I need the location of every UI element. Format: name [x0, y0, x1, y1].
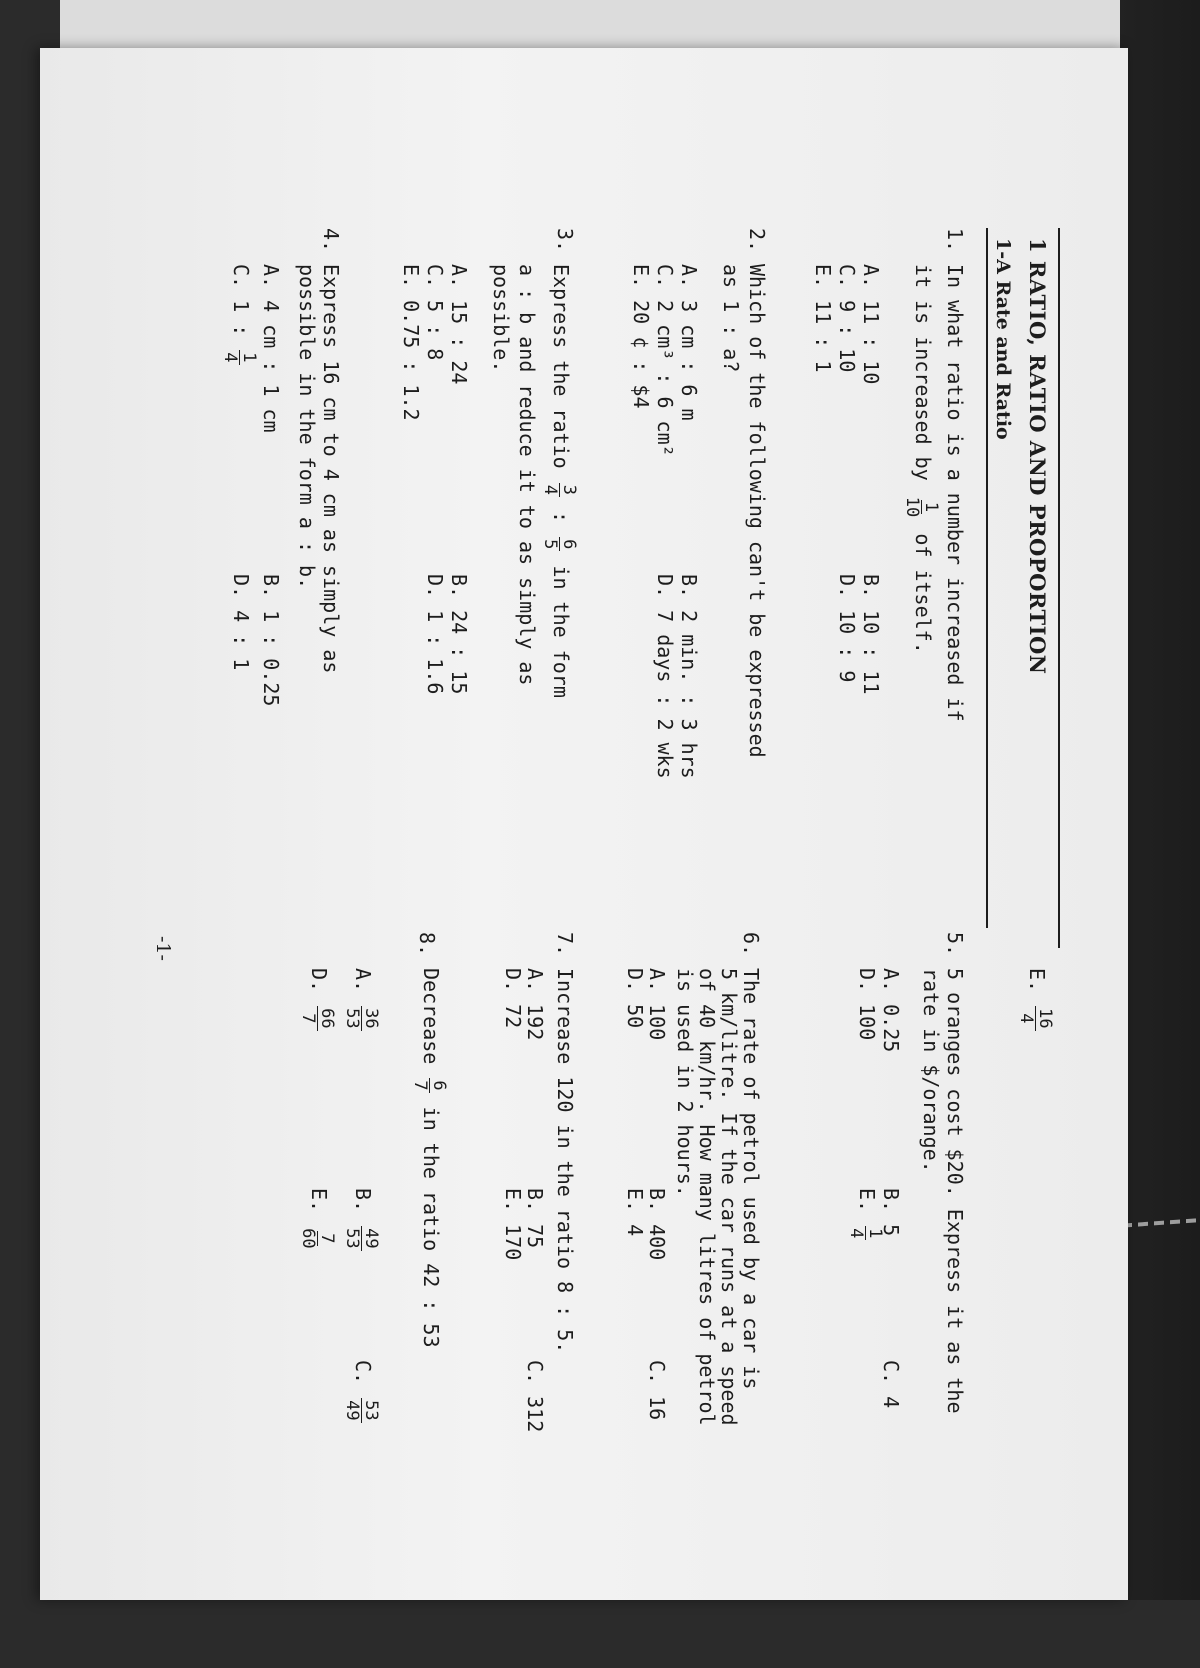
q1-number: 1. [943, 228, 967, 253]
q3-fraction-1: 3 4 [540, 484, 579, 495]
q3-number: 3. [553, 228, 577, 253]
q2-number: 2. [745, 228, 769, 253]
q4-option-a: A. 4 cm : 1 cm [259, 264, 283, 433]
q6-option-e: E. 4 [623, 1188, 647, 1237]
q1-option-e: E. 11 : 1 [811, 264, 835, 373]
q7-option-b: B. 75 [523, 1188, 547, 1249]
q8-option-a: A. 36 53 [342, 968, 381, 1029]
page-number: -1- [152, 936, 174, 961]
q1-option-a: A. 11 : 10 [859, 264, 883, 385]
q5-text-line2: rate in $/orange. [919, 968, 943, 1173]
q7-number: 7. [553, 932, 577, 957]
q1-text-line1: In what ratio is a number increased if [943, 264, 967, 722]
q7-option-a: A. 192 [523, 968, 547, 1041]
q3-option-b: B. 24 : 15 [447, 574, 471, 695]
q7-option-c: C. 312 [523, 1360, 547, 1433]
q6-text-line4: is used in 2 hours. [673, 968, 697, 1197]
q2-text-line1: Which of the following can't be expressed [745, 264, 769, 758]
q5-option-b: B. 5 [879, 1188, 903, 1237]
q6-text-line2: 5 km/litre. If the car runs at a speed [717, 968, 741, 1426]
q2-option-c: C. 2 cm³ : 6 cm² [653, 264, 677, 457]
q4-option-d: D. 4 : 1 [229, 574, 253, 671]
q8-fraction: 6 7 [410, 1080, 449, 1091]
q4-option-b: B. 1 : 0.25 [259, 574, 283, 707]
q7-text-line1: Increase 120 in the ratio 8 : 5. [553, 968, 577, 1354]
q6-option-d: D. 50 [623, 968, 647, 1029]
q2-option-d: D. 7 days : 2 wks [653, 574, 677, 779]
q6-number: 6. [739, 932, 763, 957]
q4-option-c-fraction: 1 4 [220, 352, 259, 363]
q7-option-d: D. 72 [501, 968, 525, 1029]
q4-option-c: C. 1 : 1 4 [220, 264, 259, 363]
q3-text-line3: possible. [489, 264, 513, 373]
q2-option-e: E. 20 ¢ : $4 [629, 264, 653, 409]
q3-option-a: A. 15 : 24 [447, 264, 471, 385]
q1-text-line2: it is increased by 1 10 of itself. [902, 264, 941, 654]
q1-e-fraction: 16 4 [1016, 1008, 1055, 1029]
q3-option-d: D. 1 : 1.6 [423, 574, 447, 695]
q3-option-e: E. 0.75 : 1.2 [399, 264, 423, 421]
q5-option-d: D. 100 [855, 968, 879, 1041]
q8-number: 8. [415, 932, 439, 957]
q6-text-line1: The rate of petrol used by a car is [739, 968, 763, 1390]
q1-option-c: C. 9 : 10 [835, 264, 859, 373]
q8-option-b: B. 49 53 [342, 1188, 381, 1249]
q5-text-line1: 5 oranges cost $20. Express it as the [943, 968, 967, 1414]
book-page [40, 48, 1128, 1600]
section-title: 1-A Rate and Ratio [992, 238, 1014, 440]
q8-option-e: E. 7 60 [298, 1188, 337, 1249]
q4-text-line2: possible in the form a : b. [295, 264, 319, 590]
q5-option-a: A. 0.25 [879, 968, 903, 1053]
q3-text-line1: Express the ratio 3 4 : 6 5 in the form [540, 264, 579, 698]
q1-option-e-continued: E. 16 4 [1016, 968, 1055, 1029]
q6-option-a: A. 100 [645, 968, 669, 1041]
q1-fraction: 1 10 [902, 496, 941, 518]
q4-text-line1: Express 16 cm to 4 cm as simply as [319, 264, 343, 674]
q8-option-c: C. 53 49 [342, 1360, 381, 1421]
q5-option-c: C. 4 [879, 1360, 903, 1409]
q1-option-b: B. 10 : 11 [859, 574, 883, 695]
q6-text-line3: of 40 km/hr. How many litres of petrol [695, 968, 719, 1426]
q3-option-c: C. 5 : 8 [423, 264, 447, 361]
q3-text-line2: a : b and reduce it to as simply as [515, 264, 539, 686]
section-rule [986, 228, 988, 928]
q8-option-d: D. 66 7 [298, 968, 337, 1029]
q4-number: 4. [319, 228, 343, 253]
q8-text-line1: Decrease 6 7 in the ratio 42 : 53 [410, 968, 449, 1348]
q2-option-b: B. 2 min. : 3 hrs [677, 574, 701, 779]
q1-option-d: D. 10 : 9 [835, 574, 859, 683]
top-rule [1058, 228, 1060, 948]
q7-option-e: E. 170 [501, 1188, 525, 1261]
chapter-title: 1 RATIO, RATIO AND PROPORTION [1025, 238, 1050, 675]
q5-option-e: E. 1 4 [846, 1188, 885, 1239]
rotated-page-content [80, 188, 1080, 1668]
q3-fraction-2: 6 5 [540, 539, 579, 550]
q6-option-c: C. 16 [645, 1360, 669, 1421]
q6-option-b: B. 400 [645, 1188, 669, 1261]
q2-text-line2: as 1 : a? [719, 264, 743, 373]
q2-option-a: A. 3 cm : 6 m [677, 264, 701, 421]
q5-e-fraction: 1 4 [846, 1228, 885, 1239]
q5-number: 5. [943, 932, 967, 957]
